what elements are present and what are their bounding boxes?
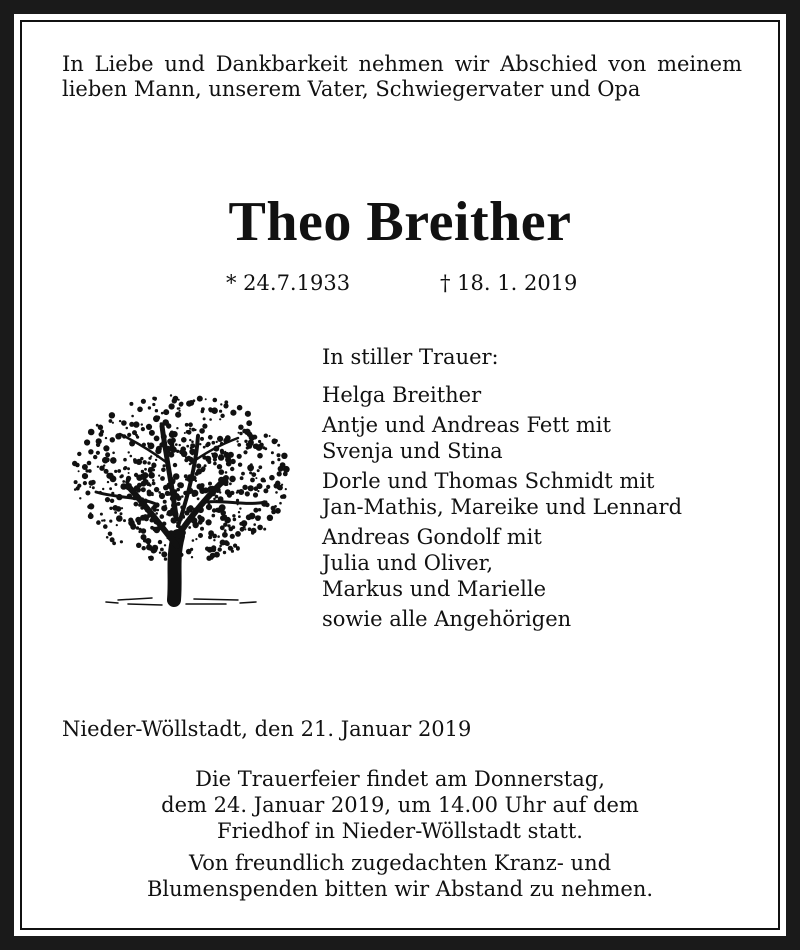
mourner-line: Helga Breither [322, 383, 482, 407]
donation-request [22, 850, 778, 902]
mourners-list [322, 344, 782, 636]
mourner-entry [322, 524, 782, 602]
mourner-entry [322, 412, 782, 464]
request-line: Blumenspenden bitten wir Abstand zu nehmen. [146, 877, 654, 901]
service-paragraph [22, 766, 778, 844]
deceased-name: Theo Breither [228, 191, 572, 253]
mourner-line: sowie alle Angehörigen [322, 607, 572, 631]
mourner-entry [322, 606, 782, 632]
service-line: dem 24. Januar 2019, um 14.00 Uhr auf dem [161, 793, 639, 817]
obituary-border [20, 20, 780, 930]
service-notice [22, 766, 778, 908]
mourner-line: Dorle und Thomas Schmidt mit [322, 469, 655, 493]
mourner-line: Andreas Gondolf mit [322, 525, 542, 549]
birth-date: * 24.7.1933 [226, 271, 351, 295]
mourner-entry [322, 468, 782, 520]
mourner-line: Svenja und Stina [322, 439, 503, 463]
request-line: Von freundlich zugedachten Kranz- und [188, 851, 612, 875]
place-date: Nieder-Wöllstadt, den 21. Januar 2019 [62, 717, 472, 741]
service-line: Die Trauerfeier findet am Donnerstag, [195, 767, 605, 791]
mourner-entry [322, 382, 782, 408]
mourner-line: Antje und Andreas Fett mit [322, 413, 611, 437]
mourner-line: Jan-Mathis, Mareike und Lennard [322, 495, 683, 519]
obituary-card [14, 14, 786, 936]
service-line: Friedhof in Nieder-Wöllstadt statt. [217, 819, 583, 843]
mourner-line: Julia und Oliver, [322, 551, 494, 575]
intro-text: In Liebe und Dankbarkeit nehmen wir Abschied von meinem lieben Mann, unserem Vater, Schwiegervater und Opa [62, 52, 742, 101]
death-date: † 18. 1. 2019 [440, 271, 578, 295]
mourner-line: Markus und Marielle [322, 577, 546, 601]
mourners-heading: In stiller Trauer: [322, 345, 499, 369]
tree-illustration [66, 386, 296, 610]
